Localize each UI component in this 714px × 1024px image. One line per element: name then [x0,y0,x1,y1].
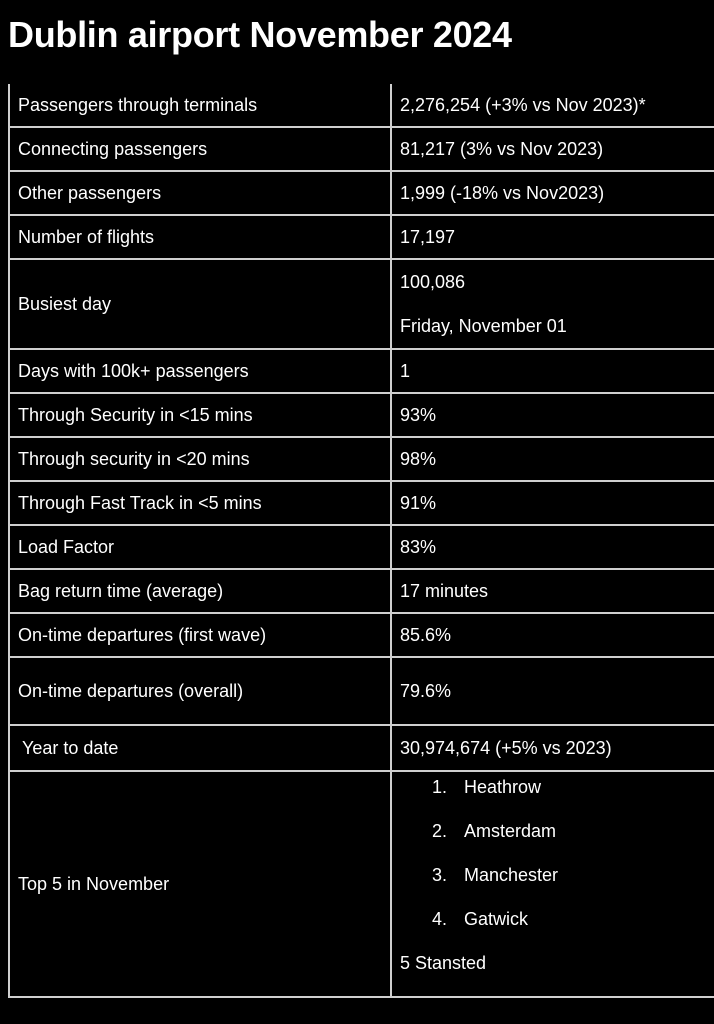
row-value: 17 minutes [391,569,714,613]
table-row [9,481,714,525]
table-row [9,569,714,613]
row-label [9,725,391,771]
row-label: Through Fast Track in <5 mins [9,481,391,525]
row-value: 79.6% [391,657,714,725]
table-row [9,613,714,657]
row-value: 83% [391,525,714,569]
table-row [9,171,714,215]
row-value: 1,999 (-18% vs Nov2023) [391,171,714,215]
row-label: Passengers through terminals [9,84,391,127]
list-number: 1. [432,777,448,797]
row-label: On-time departures (overall) [9,657,391,725]
table-row [9,657,714,725]
list-number: 3. [432,865,448,885]
busiest-day-date: Friday, November 01 [400,316,567,336]
row-value: 1 [391,349,714,393]
list-text: Heathrow [464,777,542,797]
list-text: Manchester [464,865,559,885]
table-row [9,127,714,171]
stats-table [8,84,714,998]
list-item [400,820,714,864]
row-label: Days with 100k+ passengers [9,349,391,393]
ytd-label: Year to date [22,738,119,758]
list-text: Gatwick [464,909,529,929]
row-value: 30,974,674 (+5% vs 2023) [391,725,714,771]
list-item [400,864,714,908]
table-row [9,259,714,349]
page-title: Dublin airport November 2024 [8,14,512,55]
row-label: Top 5 in November [9,771,391,997]
row-label: Other passengers [9,171,391,215]
table-row [9,215,714,259]
row-value: 98% [391,437,714,481]
list-number: 4. [432,909,448,929]
row-value: 91% [391,481,714,525]
table-row [9,771,714,997]
row-label: Bag return time (average) [9,569,391,613]
row-value: 81,217 (3% vs Nov 2023) [391,127,714,171]
row-value: 17,197 [391,215,714,259]
list-item-last: 5 Stansted [400,953,487,973]
table-row [9,393,714,437]
row-label: Busiest day [9,259,391,349]
list-number: 2. [432,821,448,841]
top5-list [400,776,714,952]
row-label: On-time departures (first wave) [9,613,391,657]
row-value [391,259,714,349]
list-item [400,776,714,820]
row-label: Through security in <20 mins [9,437,391,481]
row-value: 85.6% [391,613,714,657]
row-value: 2,276,254 (+3% vs Nov 2023)* [391,84,714,127]
row-label: Load Factor [9,525,391,569]
table-row [9,349,714,393]
row-label: Connecting passengers [9,127,391,171]
row-value [391,771,714,997]
table-row [9,84,714,127]
list-text: Amsterdam [464,821,557,841]
row-label: Through Security in <15 mins [9,393,391,437]
row-label: Number of flights [9,215,391,259]
table-row [9,725,714,771]
row-value: 93% [391,393,714,437]
table-row [9,525,714,569]
busiest-day-count: 100,086 [400,272,466,292]
list-item [400,908,714,952]
table-row [9,437,714,481]
